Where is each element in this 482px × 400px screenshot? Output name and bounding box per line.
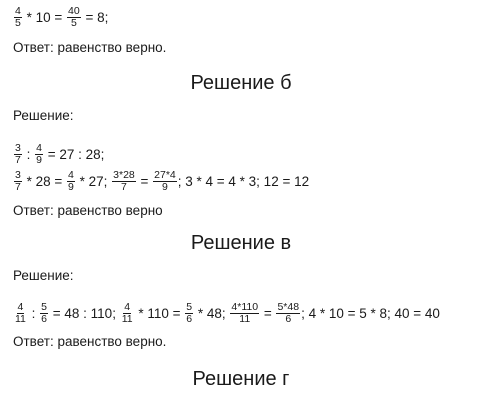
fraction: $\frac{5}{6}$ <box>186 301 193 325</box>
answer-b: Ответ: равенство верно <box>13 203 163 218</box>
solution-label-b: Решение: <box>13 108 74 123</box>
equation-text: = 27 : 28; <box>43 147 105 162</box>
equation-text: * 27; <box>75 174 112 189</box>
equation-text: : <box>22 147 35 162</box>
answer-v: Ответ: равенство верно. <box>13 334 167 349</box>
equation-text: * 48; <box>194 306 230 321</box>
heading-v: Решение в <box>190 232 292 254</box>
equation-b-1 <box>13 143 104 166</box>
fraction: $\frac{3}{7}$ <box>15 142 21 166</box>
equation-text: = 8; <box>81 10 109 25</box>
fraction: $\frac{3*28}{7}$ <box>113 169 135 193</box>
equation-text: * 28 = <box>22 174 67 189</box>
fraction: $\frac{5*48}{6}$ <box>277 301 300 325</box>
equation-text: = <box>260 306 276 321</box>
equation-text: * 10 = <box>22 10 67 25</box>
equation-text: : <box>27 306 40 321</box>
heading-b: Решение б <box>190 72 292 94</box>
fraction: $\frac{4}{9}$ <box>36 142 42 166</box>
heading-g: Решение г <box>192 368 290 390</box>
fraction: $\frac{4}{11}$ <box>121 301 133 325</box>
equation-text: ; 3 * 4 = 4 * 3; 12 = 12 <box>177 174 310 189</box>
equation-text: * 110 = <box>134 306 185 321</box>
fraction: $\frac{40}{5}$ <box>68 5 80 29</box>
solution-label-v: Решение: <box>13 268 74 283</box>
equation-v-1 <box>13 302 440 325</box>
equation-text: = <box>136 174 153 189</box>
fraction: $\frac{5}{6}$ <box>41 301 48 325</box>
fraction: $\frac{4}{9}$ <box>68 169 74 193</box>
equation-a <box>13 6 108 29</box>
fraction: $\frac{27*4}{9}$ <box>154 169 176 193</box>
fraction: $\frac{4}{11}$ <box>15 301 26 325</box>
fraction: $\frac{4}{5}$ <box>15 5 21 29</box>
equation-text: ; 4 * 10 = 5 * 8; 40 = 40 <box>301 306 440 321</box>
fraction: $\frac{3}{7}$ <box>15 169 21 193</box>
equation-b-2 <box>13 170 309 193</box>
fraction: $\frac{4*110}{11}$ <box>231 301 259 325</box>
answer-a: Ответ: равенство верно. <box>13 40 167 55</box>
equation-text: = 48 : 110; <box>49 306 120 321</box>
